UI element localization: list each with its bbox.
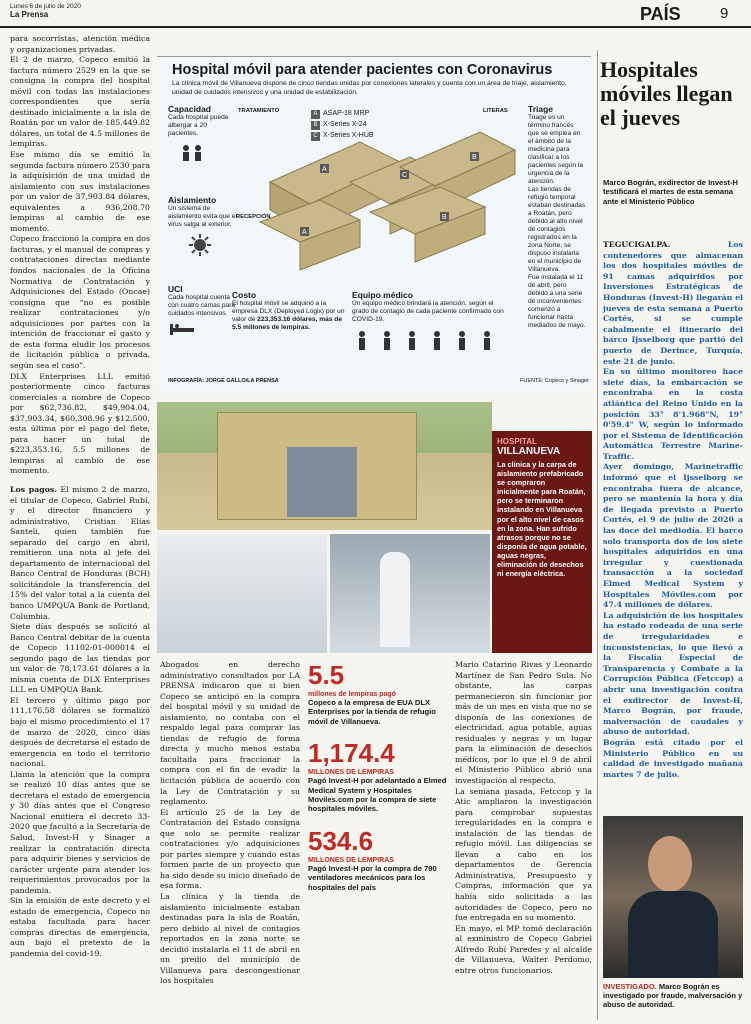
people-icon: [178, 144, 208, 162]
uci-block: UCI Cada hospital cuenta con cuatro camas para cuidados intensivos.: [168, 284, 238, 340]
bed-icon: [168, 322, 196, 336]
paragraph: Ayer domingo, Marinetraffic informó que el Ijsselborg se encontraba fuera de alcance, pero se mantenía la hora y día de llegada previsto a Puerto Cortés, el 9 de julio de 2020 a las doce del mediodía. El barco solo transporta dos de los siete hospitales adquiridos en una irregular y cuestionada transacción a la sociedad Elmed Medical System y Hospitales Móviles.com por 47.4 millones de dólares.: [603, 462, 743, 610]
issue-date: Lunes 6 de julio de 2020: [10, 3, 81, 10]
tent-diagram: [240, 112, 520, 292]
caption-kicker: HOSPITAL: [497, 437, 537, 446]
paragraph: DLX Enterprises LLL emitió posteriormente cinco facturas comerciales a nombre de Copeco por $62,736.82, $49,904.04, $37,903.34, $60,308.96 y $12,500, esta última por el pago del flete, para hacer un total de $223,353.16, 5.5 millones de lempiras al cambio de ese momento.: [10, 371, 150, 476]
infographic-source: FUENTE: Copeco y Sinager: [520, 378, 589, 384]
page-number: 9: [720, 5, 729, 22]
capacidad-block: Capacidad Cada hospital puede albergar a 20 pacientes.: [168, 104, 238, 166]
column-divider: [597, 50, 598, 1020]
paragraph: Los pagos. El mismo 2 de marzo, el titular de Copeco, Gabriel Rubí, y el director financiero y administrativo, Cristian Elías Santeli, quien también fue separado del cargo en abril, remitieron una nota al jefe del departamento de internacional del Banco Central de Honduras (BCH) solicitándole la transferencia del 15% del valor total a la cuenta del banco UMPQUA Bank de Portland, Columbia.: [10, 484, 151, 621]
paragraph: Llama la atención que la compra se realizó 10 días antes que se decretara el estado de emergencia y 30 días antes que el Congreso Nacional emitiera el decreto 33-2020 que facultó a la Secretaría de Salud, Invest-H y Sinager a realizar la contratación directa para adquirir bienes y servicios de carácter urgente para atender los requerimientos provocados por la pandemia.: [10, 769, 150, 895]
paragraph: Sin la emisión de este decreto y el estado de emergencia, Copeco no estaba facultada para hacer compras directas de emergencia, aun bajo el pretexto de la pandemia del covid-19.: [10, 896, 150, 959]
tent-label-c: C: [402, 172, 408, 179]
paragraph: Ese mismo día se emitió la segunda factura número 2530 para la adquisición de una unidad de aislamiento con sus instalaciones por un valor de 37,903.84 dólares, equivalentes a 936,208.70 lempiras al cambio de ese momento.: [10, 150, 150, 233]
caption-title: VILLANUEVA: [497, 446, 561, 457]
article-column-3: [455, 660, 592, 976]
infographic-title: Hospital móvil para atender pacientes con Coronavirus: [172, 62, 553, 78]
suit-shape: [628, 891, 718, 978]
paragraph: Mario Catarino Rivas y Leonardo Martínez de San Pedro Sula. No obstante, las carpas permanecieron sin funcionar por más de un mes en vista que no se disponía de las conexiones de electricidad, agua potable, aguas residuales y negras y un lugar para la eliminación de desechos médicos, por lo que el 9 de abril el Ministerio Público abrió una investigación al respecto.: [455, 660, 592, 786]
stats-column: [308, 660, 453, 892]
tent-label-a: A: [322, 166, 327, 173]
stat-block: 5.5 millones de lempiras pagó Copeco a la empresa de EUA DLX Enterprises por la tienda de refugio móvil de Villanueva.: [308, 660, 436, 726]
tent-photo: [157, 402, 492, 530]
paragraph: Abogados en derecho administrativo consultados por LA PRENSA indicaron que si bien Copeco se anticipó en la compra del hospital móvil y su unidad de aislamiento, no contaba con el respaldo legal para comprar las tiendas de refugio de forma directa y mucho menos estaba facultada para fraccionar la compra con el fin de evadir la licitación pública de acuerdo con la Ley de Contratación y su reglamento.: [160, 660, 300, 807]
tent-legend: A ASAP-18 MRP B X-Series X-24 C X-Series X-HUB: [311, 108, 374, 141]
interior-photo-2: [330, 534, 490, 653]
face-shape: [648, 836, 692, 892]
infographic-subtitle: La clínica móvil de Villanueva dispone de cinco tiendas unidas por conexiones laterales y cuenta con un área de triaje, aislamiento, unidad de cuidados intensivos y una unidad de estabilización.: [172, 80, 567, 96]
costo-block: Costo El hospital móvil se adquirió a la empresa DLX (Deployed Logix) por un valor de 223,353.16 dólares, más de 5.5 millones de lempiras.: [232, 290, 345, 331]
paragraph: para socorristas, atención médica y organizaciones privadas.: [10, 34, 150, 54]
sidebar-article: [603, 240, 743, 780]
label-literas: LITERAS: [483, 108, 508, 114]
label-recepcion: RECEPCIÓN: [236, 214, 271, 220]
tent-label-a2: A: [302, 229, 307, 236]
equipo-block: Equipo médico Un equipo médico brindará la atención, según el grado de contagio de cada paciente confirmado con COVID-19.: [352, 290, 512, 356]
paragraph: Siete días después se solicitó al Banco Central debitar de la cuenta de Copeco 11102-01-000014 el segundo pago de las tiendas por un valor de 78,173.61 dólares a la misma cuenta de DLX Enterprises LLL en UMPQUA Bank.: [10, 622, 150, 695]
paragraph: Bográn está citado por el Ministerio Público en su calidad de investigado mañana martes 7 de julio.: [603, 737, 743, 779]
stat-block: 534.6 MILLONES DE LEMPIRAS Pagó Invest-H por la compra de 790 ventiladores mecánicos para los hospitales del país: [308, 825, 437, 892]
infographic-credit: INFOGRAFÍA: JORGE GALLO/LA PRENSA: [168, 378, 279, 384]
caption-text: La clínica y la carpa de aislamiento prefabricado se compraron inicialmente para Roatán, pero se terminaron instalando en Villanueva por el alto nivel de casos en la zona. Han sufrido atrasos porque no se disponía de agua potable, aguas negras, eliminación de desechos ni energía eléctrica.: [497, 460, 587, 579]
subhead: Los pagos.: [10, 484, 58, 494]
sidebar-headline: Hospitales móviles llegan el jueves: [600, 57, 733, 130]
portrait-caption: INVESTIGADO. Marco Bográn es investigado por fraude, malversación y abuso de autoridad.: [603, 982, 743, 1010]
dateline: TEGUCIGALPA.: [603, 240, 671, 249]
paragraph: La semana pasada, Fetccop y la Atic ampliaron la investigación para comprobar supuestas irregularidades en la compra e instalación de las tiendas de refugio móvil. Las diligencias se llevan a cabo en los departamentos de Gerencia Administrativa, Presupuesto y Compras, información que ya había sido solicitada a las autoridades de Copeco, pero no fue entregada en su momento.: [455, 786, 592, 923]
paragraph: El tercero y último pago por 111,176.58 dólares se formalizó bajo el mismo procedimiento el 17 de marzo de 2020, cinco días después de decretarse el estado de emergencia en todo el territorio nacional.: [10, 695, 150, 769]
paragraph: En mayo, el MP tomó declaración al exministro de Copeco Gabriel Alfredo Rubí Paredes y al alcalde de Villanueva, Walter Perdomo, entre otros funcionarios.: [455, 923, 592, 975]
portrait-photo: [603, 816, 743, 978]
page-header: [0, 0, 751, 28]
section-title: PAÍS: [640, 4, 681, 24]
paragraph: La adquisición de los hospitales ha estado rodeada de una serie de irregularidades e inconsistencias, lo que llevó a la Fiscalía Especial de Transparencia y Combate a la Corrupción Pública (Fetccop) a abrir una investigación contra el exdirector de Invest-H, Marco Bográn, por fraude, malversación de caudales y abuso de autoridad.: [603, 610, 743, 737]
worker-figure: [380, 552, 410, 647]
interior-photo-1: [157, 534, 327, 653]
virus-icon: [188, 233, 212, 257]
tent-label-b2: B: [442, 214, 447, 221]
paragraph: El artículo 25 de la Ley de Contratación del Estado consigna que solo se permite realizar contrataciones y/o adquisiciones por partes siempre y cuando estas formen parte de un proyecto que ha sido desde su inicio diseñado de esa forma.: [160, 807, 300, 891]
aislamiento-block: Aislamiento Un sistema de aislamiento evita que el virus salga al exterior.: [168, 195, 238, 261]
paragraph: En su último monitoreo hace siete días, la embarcación se encontraba en la costa atlántica del Reino Unido en la posición 33° 8'1.968"N, 19° 0'59.4" W, según lo informado por el Sistema de Identificación Automática Terrestre Marine-Traffic.: [603, 367, 743, 461]
tent-door: [287, 447, 357, 517]
paragraph: Copeco fraccionó la compra en dos facturas, y el manual de compras y contrataciones directas mediante fondos nacionales de la Oficina Normativa de Contratación y Adquisiciones del Estado (Oncae) consigna que “no es posible realizar contrataciones y/o adquisiciones por partes con la intención de fraccionar el gasto y de esta forma eludir los procesos de licitación pública o privada, según sea el caso”.: [10, 234, 150, 370]
label-tratamiento: TRATAMIENTO: [238, 108, 280, 114]
photo-caption-box: [492, 431, 592, 653]
medical-staff-icon: [352, 330, 512, 352]
article-column-1: [10, 34, 150, 960]
paragraph: El 2 de marzo, Copeco emitió la factura número 2529 en la que se consigna la compra del hospital móvil con todas las instalaciones correspondientes que sería destinado inicialmente a la isla de Roatán por un valor de 185,449.82 dólares, un total de 4.5 millones de lempiras.: [10, 55, 150, 149]
stat-block: 1,174.4 MILLONES DE LEMPIRAS Pagó Invest-H por adelantado a Elmed Medical System y Hospitales Moviles.com por la compra de siete hospitales móviles.: [308, 738, 447, 814]
paragraph: La clínica y la tienda de aislamiento inicialmente estaban destinadas para la isla de Roatán, pero debido al nivel de contagios reportados en la zona norte se decidió instalarla el 11 de abril en un predio del municipio de Villanueva para descongestionar los hospitales: [160, 892, 300, 986]
triage-block: Triage Triage es un término francés que se emplea en el ámbito de la medicina para clasificar a los pacientes según la urgencia de la atención. Las tiendas de refugio temporal estaban destinadas a Roatán, pero debido al alto nivel de contagios registrados en la zona Norte, se dispuso instalarla en el municipio de Villanueva. Fue instalada el 11 de abril, pero debido a una serie de inconvenientes comenzó a funcionar hasta mediados de mayo.: [528, 104, 586, 329]
paragraph: TEGUCIGALPA. Los contenedores que almacenan los dos hospitales móviles de 91 camas adquiridos por Inversiones Estratégicas de Honduras (Invest-H) llegarán el jueves de esta semana a Puerto Cortés, si se cumple cabalmente el itinerario del barco Ijsselborg que partió del puerto de Derince, Turquía, este 21 de junio.: [603, 240, 743, 366]
article-column-2: [160, 660, 300, 987]
tent-label-b: B: [472, 154, 477, 161]
paper-name: La Prensa: [10, 10, 49, 19]
sidebar-subhead: Marco Bográn, exdirector de Invest-H testificará el martes de esta semana ante el Ministerio Público: [603, 178, 739, 206]
